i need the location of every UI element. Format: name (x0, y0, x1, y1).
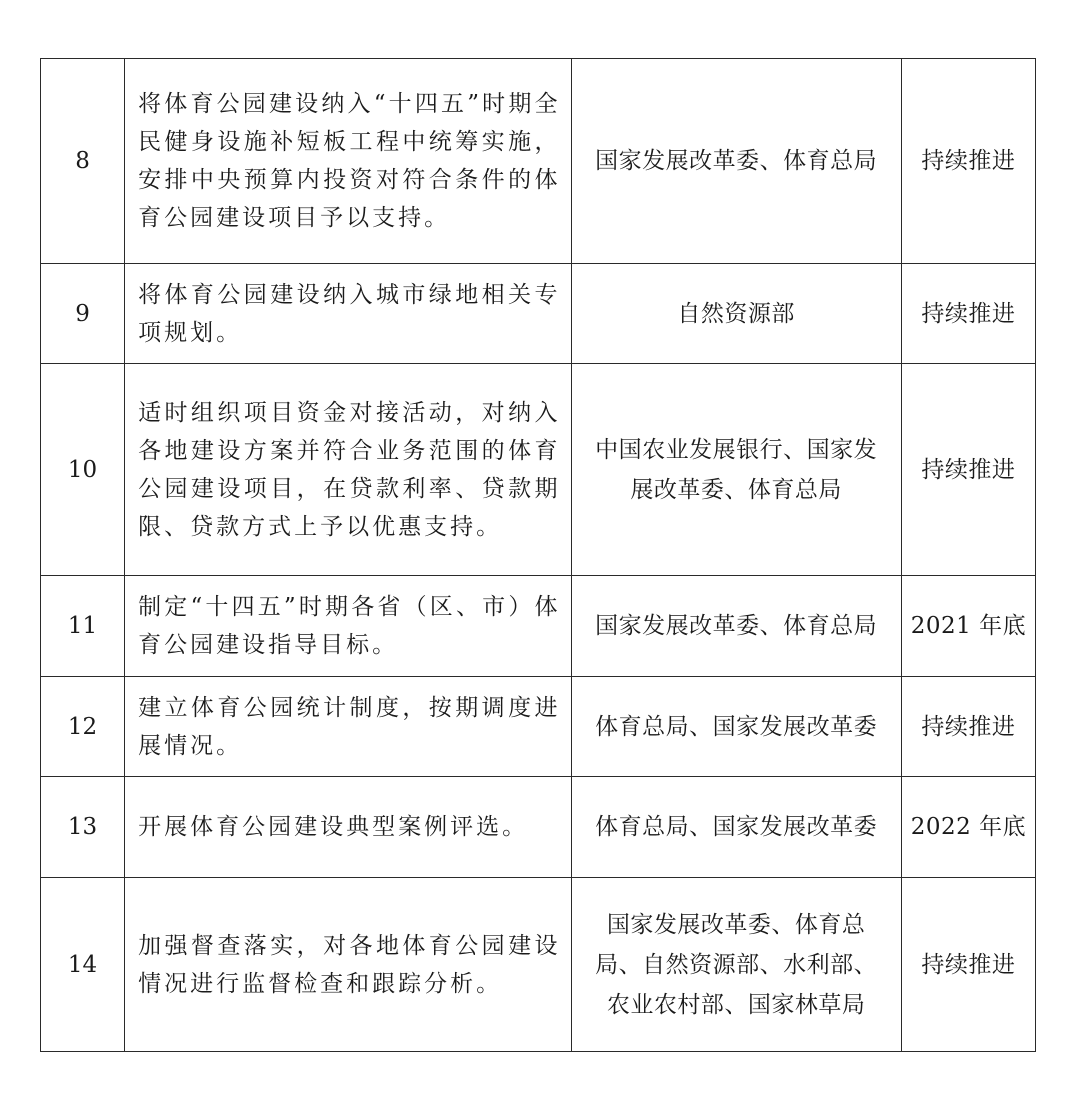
row-number: 10 (41, 364, 125, 576)
table-row (41, 364, 1036, 576)
task-description: 将体育公园建设纳入“十四五”时期全民健身设施补短板工程中统筹实施，安排中央预算内投资对符合条件的体育公园建设项目予以支持。 (125, 59, 571, 264)
deadline: 持续推进 (901, 677, 1035, 777)
table-row (41, 264, 1036, 364)
table-row (41, 777, 1036, 878)
table-row (41, 59, 1036, 264)
responsible-department (571, 777, 901, 878)
row-number: 11 (41, 576, 125, 677)
deadline: 2022 年底 (901, 777, 1035, 878)
task-description: 开展体育公园建设典型案例评选。 (125, 777, 571, 878)
responsible-department (571, 677, 901, 777)
department-line: 国家发展改革委、体育总局 (595, 613, 878, 639)
deadline: 持续推进 (901, 878, 1035, 1052)
table-row (41, 878, 1036, 1052)
deadline: 持续推进 (901, 59, 1035, 264)
department-line: 体育总局、国家发展改革委 (595, 713, 878, 740)
department-line: 局、自然资源部、水利部、 (595, 951, 878, 978)
deadline: 持续推进 (901, 364, 1035, 576)
responsible-department (571, 878, 901, 1052)
responsible-department (571, 364, 901, 576)
task-description: 加强督查落实，对各地体育公园建设情况进行监督检查和跟踪分析。 (125, 878, 571, 1052)
responsible-department (571, 264, 901, 364)
responsible-department (571, 576, 901, 677)
row-number: 9 (41, 264, 125, 364)
table-row (41, 677, 1036, 777)
department-line: 中国农业发展银行、国家发 (595, 436, 878, 463)
row-number: 8 (41, 59, 125, 264)
responsible-department (571, 59, 901, 264)
row-number: 12 (41, 677, 125, 777)
task-description: 适时组织项目资金对接活动，对纳入各地建设方案并符合业务范围的体育公园建设项目，在贷款利率、贷款期限、贷款方式上予以优惠支持。 (125, 364, 571, 576)
task-table (40, 58, 1036, 1052)
department-line: 自然资源部 (677, 300, 795, 327)
task-description: 制定“十四五”时期各省（区、市）体育公园建设指导目标。 (125, 576, 571, 677)
department-line: 农业农村部、国家林草局 (606, 991, 866, 1018)
task-description: 将体育公园建设纳入城市绿地相关专项规划。 (125, 264, 571, 364)
task-description: 建立体育公园统计制度，按期调度进展情况。 (125, 677, 571, 777)
row-number: 14 (41, 878, 125, 1052)
department-line: 国家发展改革委、体育总局 (595, 148, 878, 174)
deadline: 2021 年底 (901, 576, 1035, 677)
row-number: 13 (41, 777, 125, 878)
department-line: 国家发展改革委、体育总 (606, 911, 866, 938)
table-row (41, 576, 1036, 677)
deadline: 持续推进 (901, 264, 1035, 364)
department-line: 体育总局、国家发展改革委 (595, 814, 878, 840)
department-line: 展改革委、体育总局 (630, 476, 842, 503)
